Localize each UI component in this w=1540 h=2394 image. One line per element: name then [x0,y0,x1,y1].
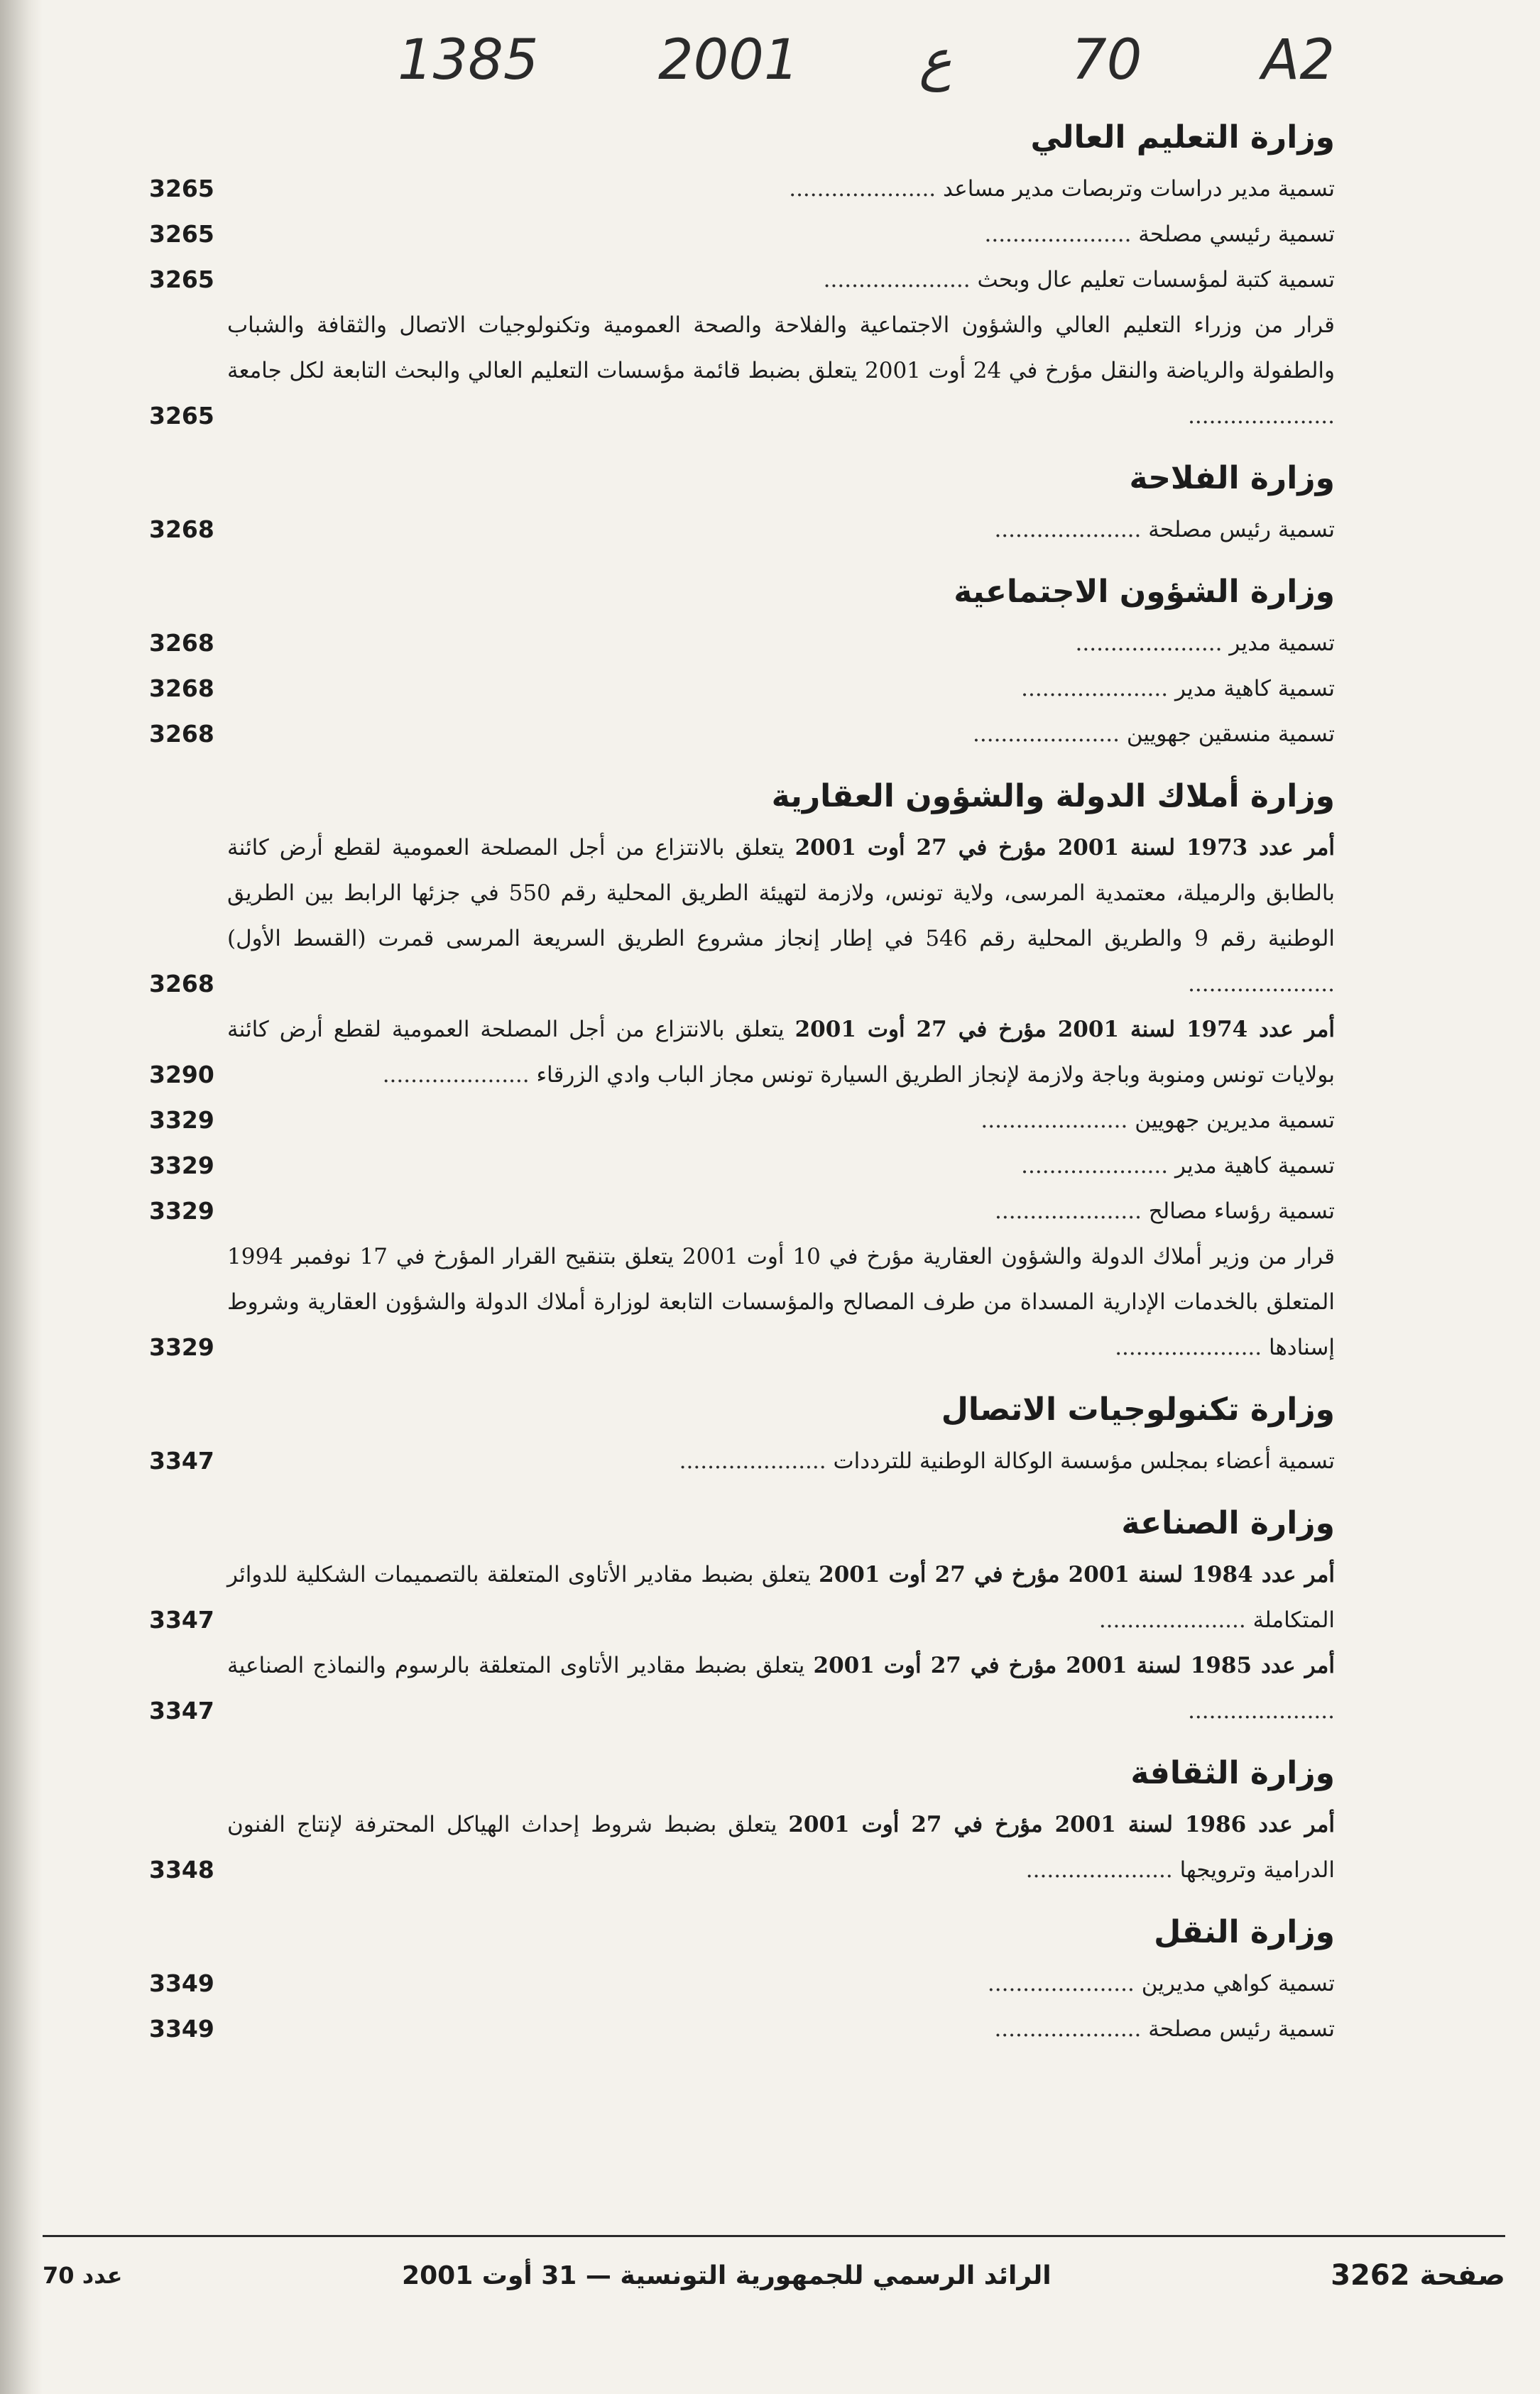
toc-page-number: 3268 [149,720,214,748]
toc-page-number: 3349 [149,1969,214,1997]
toc-entry-text-block [227,1643,1335,1734]
handwritten-note-part: 2001 [658,28,799,92]
toc-entry-text: يتعلق بالانتزاع من أجل المصلحة العمومية لقطع أرض كائنة بالطابق والرميلة، معتمدية المرسى، ولاية تونس، ولازمة لتهيئة الطريق المحلية رقم 550 في جزئها الرابط بين الطريق الوطنية رقم 9 والطريق المحلية رقم 546 في إطار إنجاز مشروع الطريق السريعة المرسى قمرت (القسط الأول) [227,835,1335,951]
toc-entry [149,212,1335,257]
toc-entry-text-block [227,302,1335,439]
dot-leader: ..................... [981,1108,1128,1133]
decree-heading: أمر عدد 1985 لسنة 2001 مؤرخ في 27 أوت 2001 [813,1653,1335,1678]
toc-entry-text: تسمية أعضاء بمجلس مؤسسة الوكالة الوطنية للترددات [833,1448,1335,1474]
toc-entry-text-block [227,2006,1335,2052]
toc-entry [149,507,1335,552]
toc-entry-text: تسمية كتبة لمؤسسات تعليم عال وبحث [977,267,1335,293]
toc-entry [149,666,1335,711]
footer-divider [43,2235,1505,2237]
toc-entry-text: تسمية رؤساء مصالح [1148,1198,1335,1224]
footer-page-number: صفحة 3262 [1331,2259,1505,2292]
dot-leader: ..................... [1075,630,1223,656]
toc-entry-text-block [227,212,1335,257]
table-of-contents [149,106,1335,2258]
toc-entry-text: تسمية كواهي مديرين [1141,1971,1335,1996]
toc-page-number: 3329 [149,1197,214,1225]
toc-page-number: 3268 [149,629,214,657]
toc-entry-text: يتعلق بضبط مقادير الأتاوى المتعلقة بالتصميمات الشكلية للدوائر المتكاملة [227,1562,1335,1633]
toc-page-number: 3349 [149,2015,214,2043]
handwritten-note-part: ع [919,28,952,92]
toc-page-number: 3329 [149,1106,214,1134]
ministry-section [149,1495,1335,1734]
toc-page-number: 3265 [149,220,214,248]
ministry-section [149,1745,1335,1893]
toc-entry-text: تسمية مدير دراسات وتربصات مدير مساعد [943,176,1335,202]
dot-leader: ..................... [1021,676,1169,701]
toc-entry-text-block [227,825,1335,1007]
dot-leader: ..................... [973,721,1120,747]
ministry-title: وزارة الثقافة [1130,1755,1335,1791]
toc-entry [149,166,1335,212]
ministry-title: وزارة النقل [1154,1914,1335,1950]
toc-entry-text: تسمية رئيس مصلحة [1148,2016,1335,2042]
toc-entry-text-block [227,1438,1335,1484]
toc-entry-text-block [227,166,1335,212]
toc-entry [149,2006,1335,2052]
toc-page-number: 3265 [149,175,214,202]
toc-entry [149,1143,1335,1188]
handwritten-note [398,14,1335,106]
toc-page-number: 3329 [149,1152,214,1179]
toc-page-number: 3268 [149,674,214,702]
ministry-section [149,1904,1335,2052]
toc-entry-text: تسمية منسقين جهويين [1126,721,1335,747]
dot-leader: ..................... [1021,1153,1169,1179]
toc-page-number: 3268 [149,970,214,998]
toc-entry-text-block [227,621,1335,666]
toc-entry-text: يتعلق بالانتزاع من أجل المصلحة العمومية لقطع أرض كائنة بولايات تونس ومنوبة وباجة ولازمة لإنجاز الطريق السيارة تونس مجاز الباب وادي الزرقاء [227,1017,1335,1088]
toc-entry-text-block [227,1961,1335,2006]
toc-page-number: 3290 [149,1061,214,1088]
ministry-section [149,564,1335,757]
handwritten-note-part: A2 [1261,28,1335,92]
dot-leader: ..................... [994,1198,1142,1224]
ministry-section [149,768,1335,1370]
dot-leader: ..................... [1025,1857,1173,1883]
decree-heading: أمر عدد 1986 لسنة 2001 مؤرخ في 27 أوت 2001 [788,1812,1335,1837]
page-footer [43,2243,1505,2307]
dot-leader: ..................... [994,2016,1142,2042]
toc-entry [149,1438,1335,1484]
ministry-section [149,109,1335,439]
handwritten-note-part: 1385 [398,28,539,92]
toc-entry [149,1552,1335,1643]
toc-entry-text: يتعلق بضبط شروط إحداث الهياكل المحترفة لإنتاج الفنون الدرامية وترويجها [227,1812,1335,1883]
toc-entry-text: تسمية مديرين جهويين [1135,1108,1335,1133]
dot-leader: ..................... [1115,1335,1262,1360]
toc-entry-text: تسمية كاهية مدير [1174,1153,1335,1179]
dot-leader: ..................... [789,176,936,202]
toc-entry-text: يتعلق بضبط مقادير الأتاوى المتعلقة بالرسوم والنماذج الصناعية [227,1653,814,1678]
toc-entry-text-block [227,1007,1335,1098]
toc-entry [149,825,1335,1007]
decree-heading: أمر عدد 1973 لسنة 2001 مؤرخ في 27 أوت 2001 [794,835,1335,860]
ministry-title: وزارة التعليم العالي [1030,119,1335,155]
toc-page-number: 3265 [149,402,214,430]
handwritten-note-part: 70 [1071,28,1142,92]
toc-entry-text: قرار من وزير أملاك الدولة والشؤون العقارية مؤرخ في 10 أوت 2001 يتعلق بتنقيح القرار المؤرخ في 17 نوفمبر 1994 المتعلق بالخدمات الإدارية المسداة من طرف المصالح والمؤسسات التابعة لوزارة أملاك الدولة والشؤون العقارية وشروط إسنادها [227,1244,1335,1360]
toc-entry-text-block [227,1234,1335,1370]
toc-page-number: 3347 [149,1606,214,1634]
toc-entry-text-block [227,507,1335,552]
dot-leader: ..................... [994,517,1142,542]
toc-entry-text-block [227,257,1335,302]
toc-entry [149,302,1335,439]
toc-entry-text-block [227,1802,1335,1893]
toc-page-number: 3268 [149,515,214,543]
footer-issue-number: عدد 70 [43,2262,123,2289]
ministry-title: وزارة الشؤون الاجتماعية [954,574,1335,610]
toc-entry-text-block [227,711,1335,757]
toc-entry [149,711,1335,757]
decree-heading: أمر عدد 1984 لسنة 2001 مؤرخ في 27 أوت 2001 [819,1562,1335,1587]
footer-journal-title: الرائد الرسمي للجمهورية التونسية — 31 أوت 2001 [402,2261,1052,2290]
ministry-title: وزارة الفلاحة [1129,460,1335,496]
toc-entry [149,257,1335,302]
decree-heading: أمر عدد 1974 لسنة 2001 مؤرخ في 27 أوت 2001 [794,1017,1335,1042]
dot-leader: ..................... [1188,971,1335,997]
dot-leader: ..................... [1188,1698,1335,1724]
toc-entry-text-block [227,1143,1335,1188]
toc-entry-text-block [227,666,1335,711]
toc-entry [149,1961,1335,2006]
ministry-section [149,1382,1335,1484]
toc-entry-text: تسمية رئيس مصلحة [1148,517,1335,542]
toc-entry-text: تسمية رئيسي مصلحة [1138,222,1335,247]
dot-leader: ..................... [1098,1607,1246,1633]
toc-page-number: 3348 [149,1856,214,1884]
toc-entry-text: تسمية مدير [1229,630,1335,656]
toc-entry-text: تسمية كاهية مدير [1174,676,1335,701]
dot-leader: ..................... [823,267,971,293]
ministry-title: وزارة تكنولوجيات الاتصال [941,1392,1335,1428]
toc-page-number: 3347 [149,1697,214,1725]
scan-shadow [0,0,43,2394]
dot-leader: ..................... [984,222,1132,247]
dot-leader: ..................... [382,1062,530,1088]
toc-entry [149,1007,1335,1098]
toc-entry-text-block [227,1098,1335,1143]
ministry-title: وزارة أملاك الدولة والشؤون العقارية [771,778,1335,814]
toc-entry [149,1234,1335,1370]
toc-entry [149,1188,1335,1234]
toc-entry-text-block [227,1188,1335,1234]
toc-entry-text-block [227,1552,1335,1643]
toc-entry [149,1802,1335,1893]
dot-leader: ..................... [1188,403,1335,429]
toc-entry [149,1643,1335,1734]
toc-entry-text: قرار من وزراء التعليم العالي والشؤون الاجتماعية والفلاحة والصحة العمومية وتكنولوجيات الاتصال والثقافة والشباب والطفولة والرياضة والنقل مؤرخ في 24 أوت 2001 يتعلق بضبط قائمة مؤسسات التعليم العالي والبحث التابعة لكل جامعة [227,312,1335,383]
toc-entry [149,1098,1335,1143]
toc-page-number: 3329 [149,1333,214,1361]
dot-leader: ..................... [987,1971,1135,1996]
ministry-title: وزارة الصناعة [1121,1505,1335,1541]
toc-entry [149,621,1335,666]
toc-page-number: 3265 [149,266,214,293]
toc-page-number: 3347 [149,1447,214,1475]
ministry-section [149,450,1335,552]
dot-leader: ..................... [679,1448,826,1474]
